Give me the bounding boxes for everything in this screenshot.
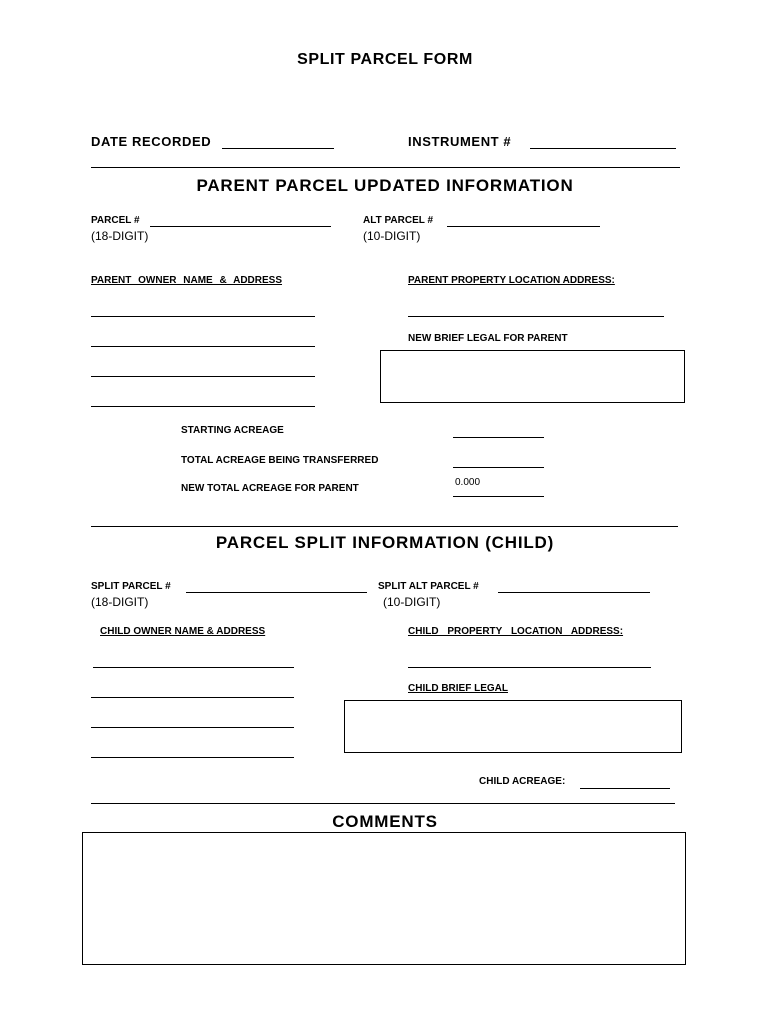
parcel-number-hint: (18-DIGIT) xyxy=(91,229,149,243)
divider-top xyxy=(91,167,680,168)
parent-owner-line-4[interactable] xyxy=(91,406,315,407)
child-acreage-label: CHILD ACREAGE: xyxy=(479,776,566,787)
instrument-label: INSTRUMENT # xyxy=(408,134,512,149)
starting-acreage-label: STARTING ACREAGE xyxy=(181,425,284,436)
split-parcel-hint: (18-DIGIT) xyxy=(91,595,149,609)
form-title: SPLIT PARCEL FORM xyxy=(297,51,473,68)
new-total-acreage-field[interactable] xyxy=(453,496,544,497)
parent-owner-line-2[interactable] xyxy=(91,346,315,347)
child-owner-line-1[interactable] xyxy=(93,667,294,668)
comments-box[interactable] xyxy=(82,832,686,965)
split-parcel-label: SPLIT PARCEL # xyxy=(91,581,171,592)
parent-location-line[interactable] xyxy=(408,316,664,317)
split-alt-parcel-label: SPLIT ALT PARCEL # xyxy=(378,581,479,592)
parcel-number-label: PARCEL # xyxy=(91,215,140,226)
starting-acreage-field[interactable] xyxy=(453,437,544,438)
comments-heading: COMMENTS xyxy=(332,812,438,831)
child-acreage-field[interactable] xyxy=(580,788,670,789)
date-recorded-field[interactable] xyxy=(222,148,334,149)
parent-owner-line-1[interactable] xyxy=(91,316,315,317)
parent-legal-label: NEW BRIEF LEGAL FOR PARENT xyxy=(408,333,568,344)
split-alt-parcel-hint: (10-DIGIT) xyxy=(383,595,441,609)
new-total-acreage-value: 0.000 xyxy=(455,477,481,488)
child-section-heading: PARCEL SPLIT INFORMATION (CHILD) xyxy=(215,533,555,552)
child-owner-line-2[interactable] xyxy=(91,697,294,698)
child-location-label: CHILD PROPERTY LOCATION ADDRESS: xyxy=(408,626,624,637)
new-total-acreage-label: NEW TOTAL ACREAGE FOR PARENT xyxy=(181,483,359,494)
transferred-acreage-field[interactable] xyxy=(453,467,544,468)
alt-parcel-field[interactable] xyxy=(447,226,600,227)
split-parcel-field[interactable] xyxy=(186,592,367,593)
parent-legal-box[interactable] xyxy=(380,350,685,403)
parent-owner-line-3[interactable] xyxy=(91,376,315,377)
instrument-field[interactable] xyxy=(530,148,676,149)
child-legal-box[interactable] xyxy=(344,700,682,753)
transferred-acreage-label: TOTAL ACREAGE BEING TRANSFERRED xyxy=(181,455,379,466)
parcel-number-field[interactable] xyxy=(150,226,331,227)
child-owner-line-4[interactable] xyxy=(91,757,294,758)
split-alt-parcel-field[interactable] xyxy=(498,592,650,593)
divider-bottom xyxy=(91,803,675,804)
child-owner-label: CHILD OWNER NAME & ADDRESS xyxy=(100,626,266,637)
date-recorded-label: DATE RECORDED xyxy=(91,134,212,149)
alt-parcel-hint: (10-DIGIT) xyxy=(363,229,421,243)
parent-section-heading: PARENT PARCEL UPDATED INFORMATION xyxy=(196,176,574,195)
alt-parcel-label: ALT PARCEL # xyxy=(363,215,434,226)
child-owner-line-3[interactable] xyxy=(91,727,294,728)
divider-middle xyxy=(91,526,678,527)
parent-owner-label: PARENT OWNER NAME & ADDRESS xyxy=(91,275,283,286)
child-location-line[interactable] xyxy=(408,667,651,668)
child-legal-label: CHILD BRIEF LEGAL xyxy=(408,683,508,694)
parent-location-label: PARENT PROPERTY LOCATION ADDRESS: xyxy=(408,275,615,286)
